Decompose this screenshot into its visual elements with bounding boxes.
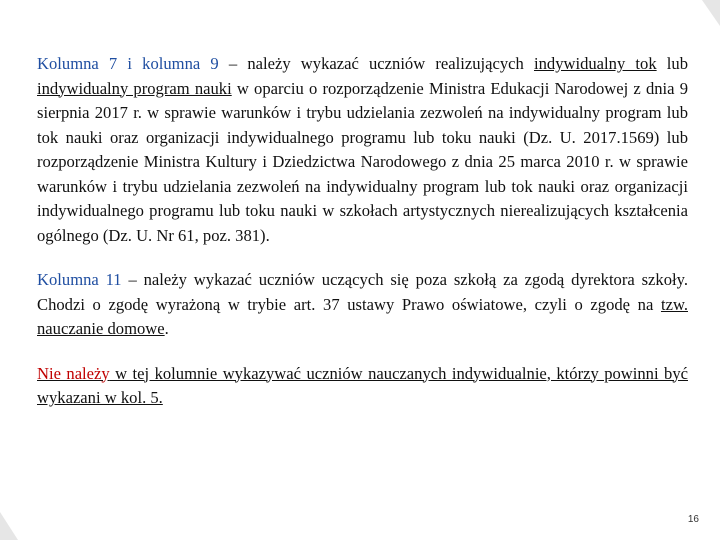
corner-decoration (0, 512, 18, 540)
paragraph-columns-7-9 (37, 52, 688, 248)
warning-phrase: Nie należy (37, 363, 110, 383)
underlined-term: indywidualny program nauki (37, 78, 232, 98)
column-label: Kolumna 11 (37, 270, 122, 289)
text: w oparciu o rozporządzenie Ministra Edukacji Narodowej z dnia 9 sierpnia 2017 r. w sprawie warunków i trybu udzielania zezwoleń na indywidualny program lub tok nauki oraz organizacji indywidualnego programu lub toku nauki (Dz. U. 2017.1569) lub rozporządzenie Ministra Kultury i Dziedzictwa Narodowego z dnia 25 marca 2010 r. w sprawie warunków i trybu udzielania zezwoleń na indywidualny program lub tok nauki oraz organizacji indywidualnego programu lub toku nauki w szkołach artystycznych nierealizujących kształcenia ogólnego (Dz. U. Nr 61, poz. 381). (37, 78, 688, 245)
paragraph-warning (37, 362, 688, 411)
text: – należy wykazać uczniów uczących się poza szkołą za zgodą dyrektora szkoły. Chodzi o zgodę wyrażoną w trybie art. 37 ustawy Prawo oświatowe, czyli o zgodę na (37, 270, 688, 314)
slide-content (37, 52, 688, 411)
text: w tej kolumnie wykazywać uczniów nauczanych indywidualnie, którzy powinni być wykazani w kol. 5. (37, 363, 688, 407)
top-band (0, 0, 720, 26)
underlined-term: indywidualny tok (533, 54, 657, 73)
text: – należy wykazać uczniów realizujących (218, 54, 534, 73)
text: . (164, 319, 169, 338)
underlined-term: tzw. nauczanie domowe (37, 294, 688, 338)
corner-decoration (702, 0, 720, 26)
bottom-band (0, 512, 720, 540)
page-number: 16 (687, 514, 699, 525)
text: lub (656, 54, 688, 73)
paragraph-column-11 (37, 268, 688, 342)
column-label: Kolumna 7 i kolumna 9 (37, 54, 219, 73)
